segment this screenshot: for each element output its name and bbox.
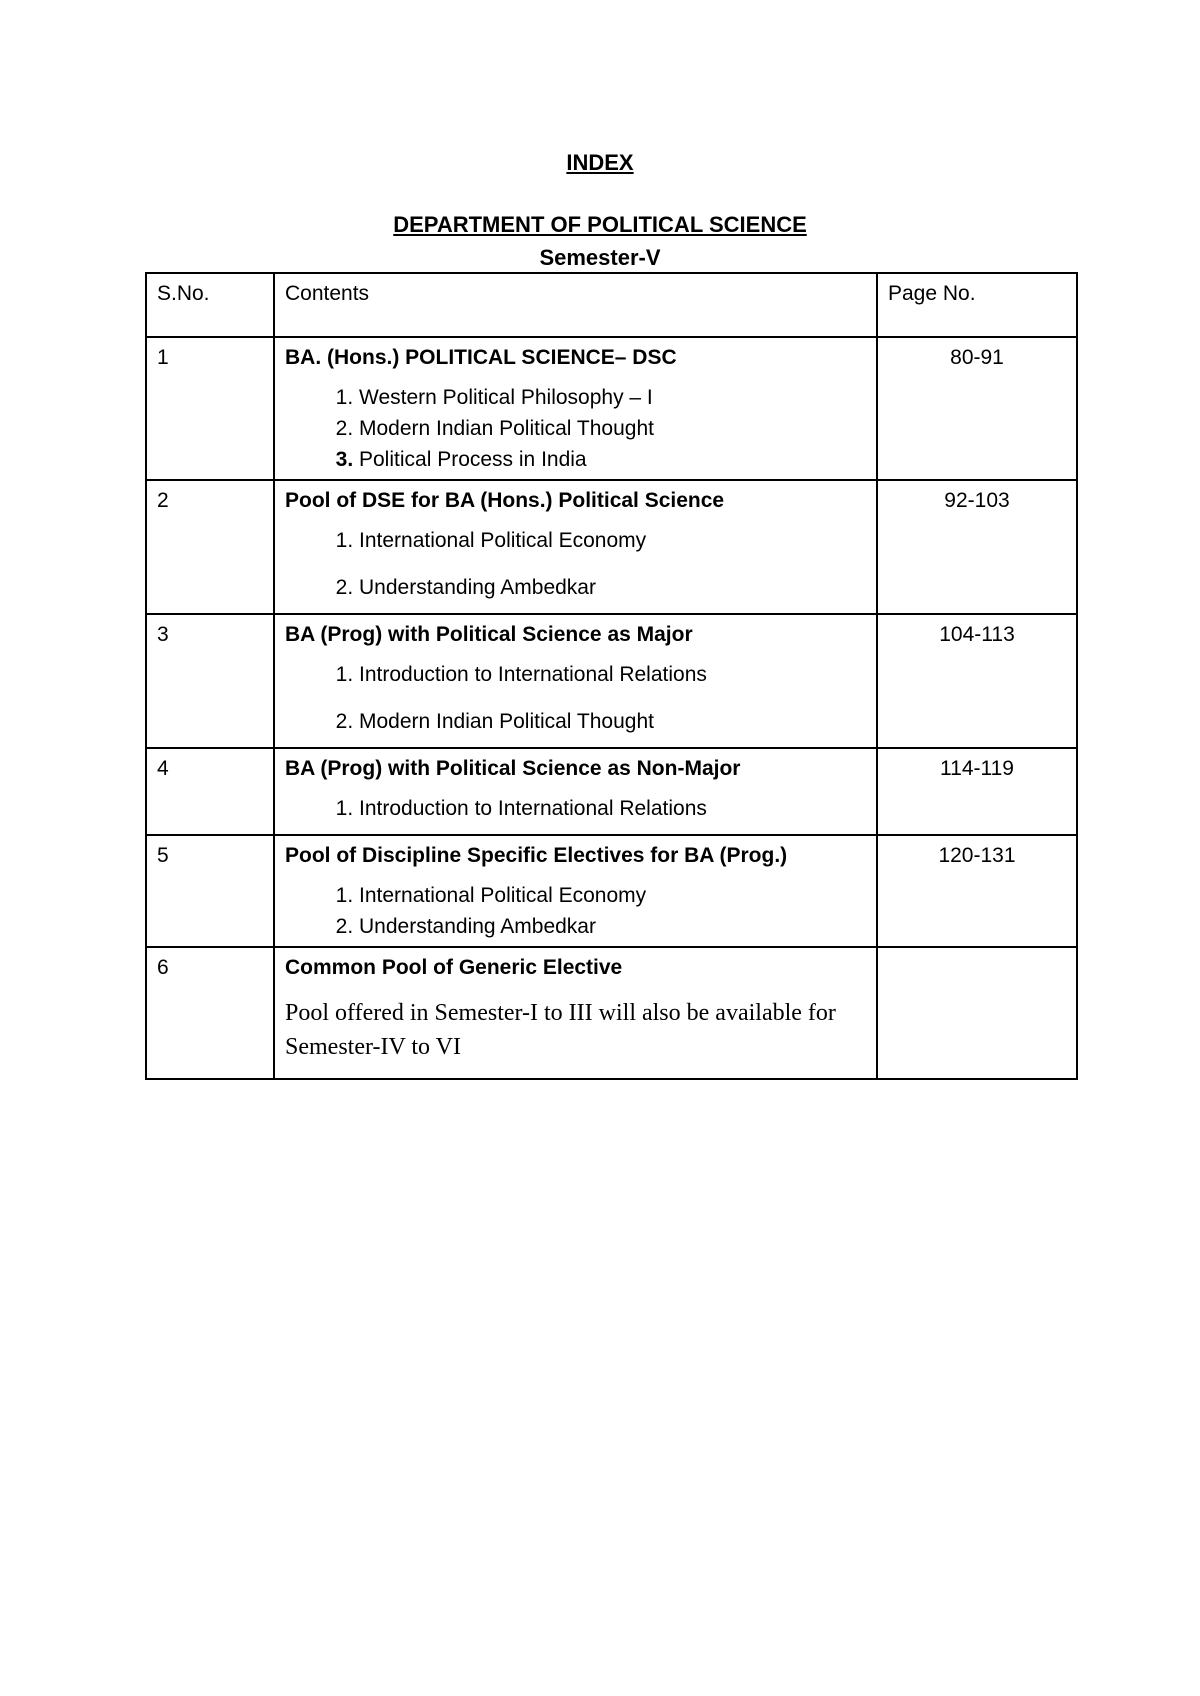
row-title: Pool of DSE for BA (Hons.) Political Science [285, 489, 725, 512]
row-sno: 5 [146, 835, 274, 947]
row-pages [877, 947, 1077, 1079]
row-contents [274, 947, 877, 1079]
row-pages: 92-103 [877, 480, 1077, 614]
list-item: 2. Understanding Ambedkar [359, 572, 866, 603]
list-item: 1. Western Political Philosophy – I [359, 382, 866, 413]
row-title: BA (Prog) with Political Science as Non-Major [285, 757, 741, 780]
header-page-no: Page No. [877, 273, 1077, 337]
table-row [146, 748, 1077, 835]
course-list [285, 525, 866, 603]
row-pages: 80-91 [877, 337, 1077, 480]
row-title: BA. (Hons.) POLITICAL SCIENCE– DSC [285, 346, 677, 369]
course-list [285, 382, 866, 475]
list-item: 1. Introduction to International Relations [359, 659, 866, 690]
row-sno: 3 [146, 614, 274, 748]
list-item: 2. Modern Indian Political Thought [359, 413, 866, 444]
list-item: 1. International Political Economy [359, 525, 866, 556]
row-sno: 2 [146, 480, 274, 614]
row-sno: 1 [146, 337, 274, 480]
row-contents [274, 748, 877, 835]
row-pages: 104-113 [877, 614, 1077, 748]
course-list [285, 659, 866, 737]
row-contents [274, 480, 877, 614]
row-contents [274, 337, 877, 480]
table-row [146, 947, 1077, 1079]
table-row [146, 835, 1077, 947]
list-item: 2. Modern Indian Political Thought [359, 706, 866, 737]
table-header-row [146, 273, 1077, 337]
course-list [285, 880, 866, 942]
semester-title: Semester-V [539, 245, 661, 270]
table-row [146, 614, 1077, 748]
list-item: 1. Introduction to International Relations [359, 793, 866, 824]
list-item: 1. International Political Economy [359, 880, 866, 911]
table-row [146, 337, 1077, 480]
department-title: DEPARTMENT OF POLITICAL SCIENCE [393, 212, 807, 237]
row-sno: 6 [146, 947, 274, 1079]
header-contents: Contents [274, 273, 877, 337]
table-row [146, 480, 1077, 614]
row-sno: 4 [146, 748, 274, 835]
header-sno: S.No. [146, 273, 274, 337]
row-contents [274, 614, 877, 748]
row-title: Common Pool of Generic Elective [285, 956, 623, 979]
list-item: 2. Understanding Ambedkar [359, 911, 866, 942]
row-contents [274, 835, 877, 947]
course-list [285, 793, 866, 824]
row-note: Pool offered in Semester-I to III will also be available for Semester-IV to VI [285, 1000, 836, 1060]
index-title: INDEX [566, 150, 634, 175]
row-title: Pool of Discipline Specific Electives for BA (Prog.) [285, 844, 788, 867]
list-item: 3. Political Process in India [359, 444, 866, 475]
row-title: BA (Prog) with Political Science as Major [285, 623, 693, 646]
index-table [145, 272, 1078, 1080]
row-pages: 120-131 [877, 835, 1077, 947]
row-pages: 114-119 [877, 748, 1077, 835]
